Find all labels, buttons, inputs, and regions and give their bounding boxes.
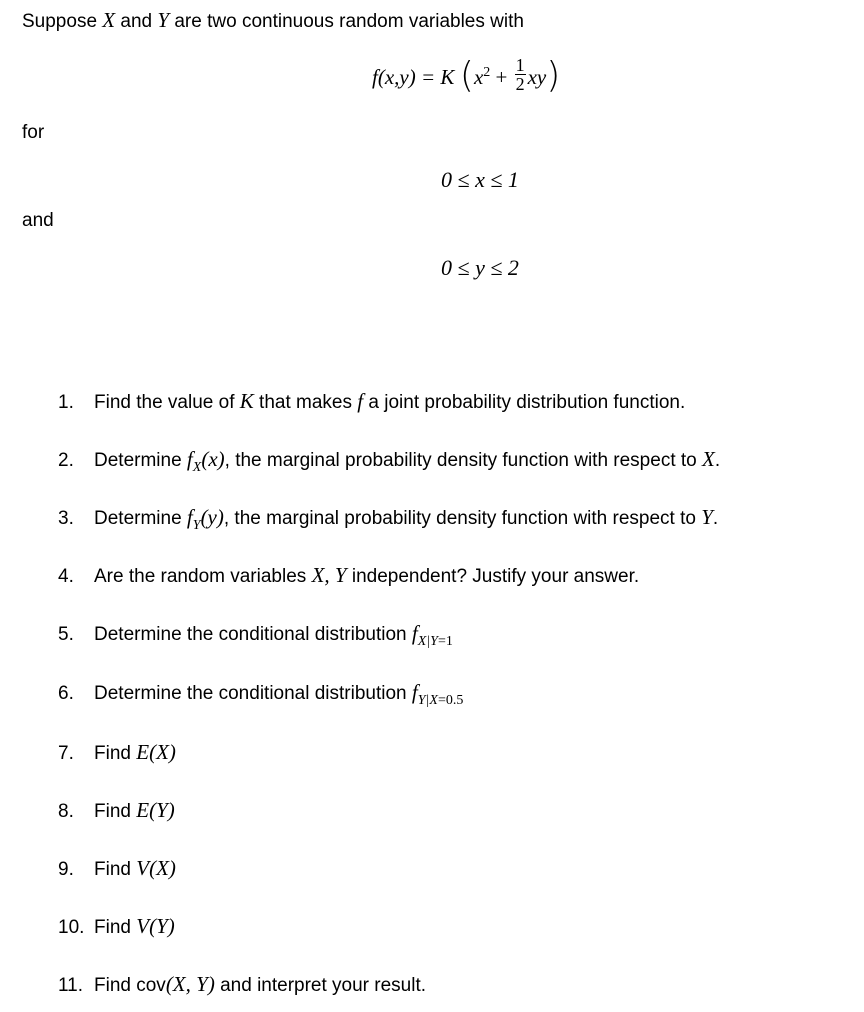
- joint-pdf-formula: f(x,y) = K ($x^2$ + $\frac{1}{2}$ xy): [372, 55, 561, 96]
- question-7: 7. Find E(X): [58, 740, 176, 764]
- question-6: 6. Determine the conditional distribution $f_{Y|X=0.5}$: [58, 680, 464, 708]
- question-4: 4. Are the random variables X, Y independent? Justify your answer.: [58, 563, 640, 587]
- question-11: 11. Find cov(X, Y) and interpret your result.: [58, 972, 427, 996]
- question-1: 1. Find the value of K that makes f a joint probability distribution function.: [58, 389, 686, 413]
- for-label: for: [22, 122, 45, 143]
- and-label: and: [22, 210, 54, 231]
- intro-text: Suppose X and Y are two continuous random variables with: [22, 8, 524, 32]
- question-10: 10. Find V(Y): [58, 914, 175, 938]
- question-5: 5. Determine the conditional distribution $f_{X|Y=1}$: [58, 621, 453, 649]
- fraction-one-half: $\frac{1}{2}$: [515, 55, 525, 95]
- y-range: 0 ≤ y ≤ 2: [441, 255, 519, 280]
- question-2: 2. Determine $f_X(x)$, the marginal probability density function with respect to X.: [58, 447, 721, 475]
- question-8: 8. Find E(Y): [58, 798, 175, 822]
- x-range: 0 ≤ x ≤ 1: [441, 167, 519, 192]
- question-9: 9. Find V(X): [58, 856, 176, 880]
- question-3: 3. Determine $f_Y(y)$, the marginal probability density function with respect to Y.: [58, 505, 719, 533]
